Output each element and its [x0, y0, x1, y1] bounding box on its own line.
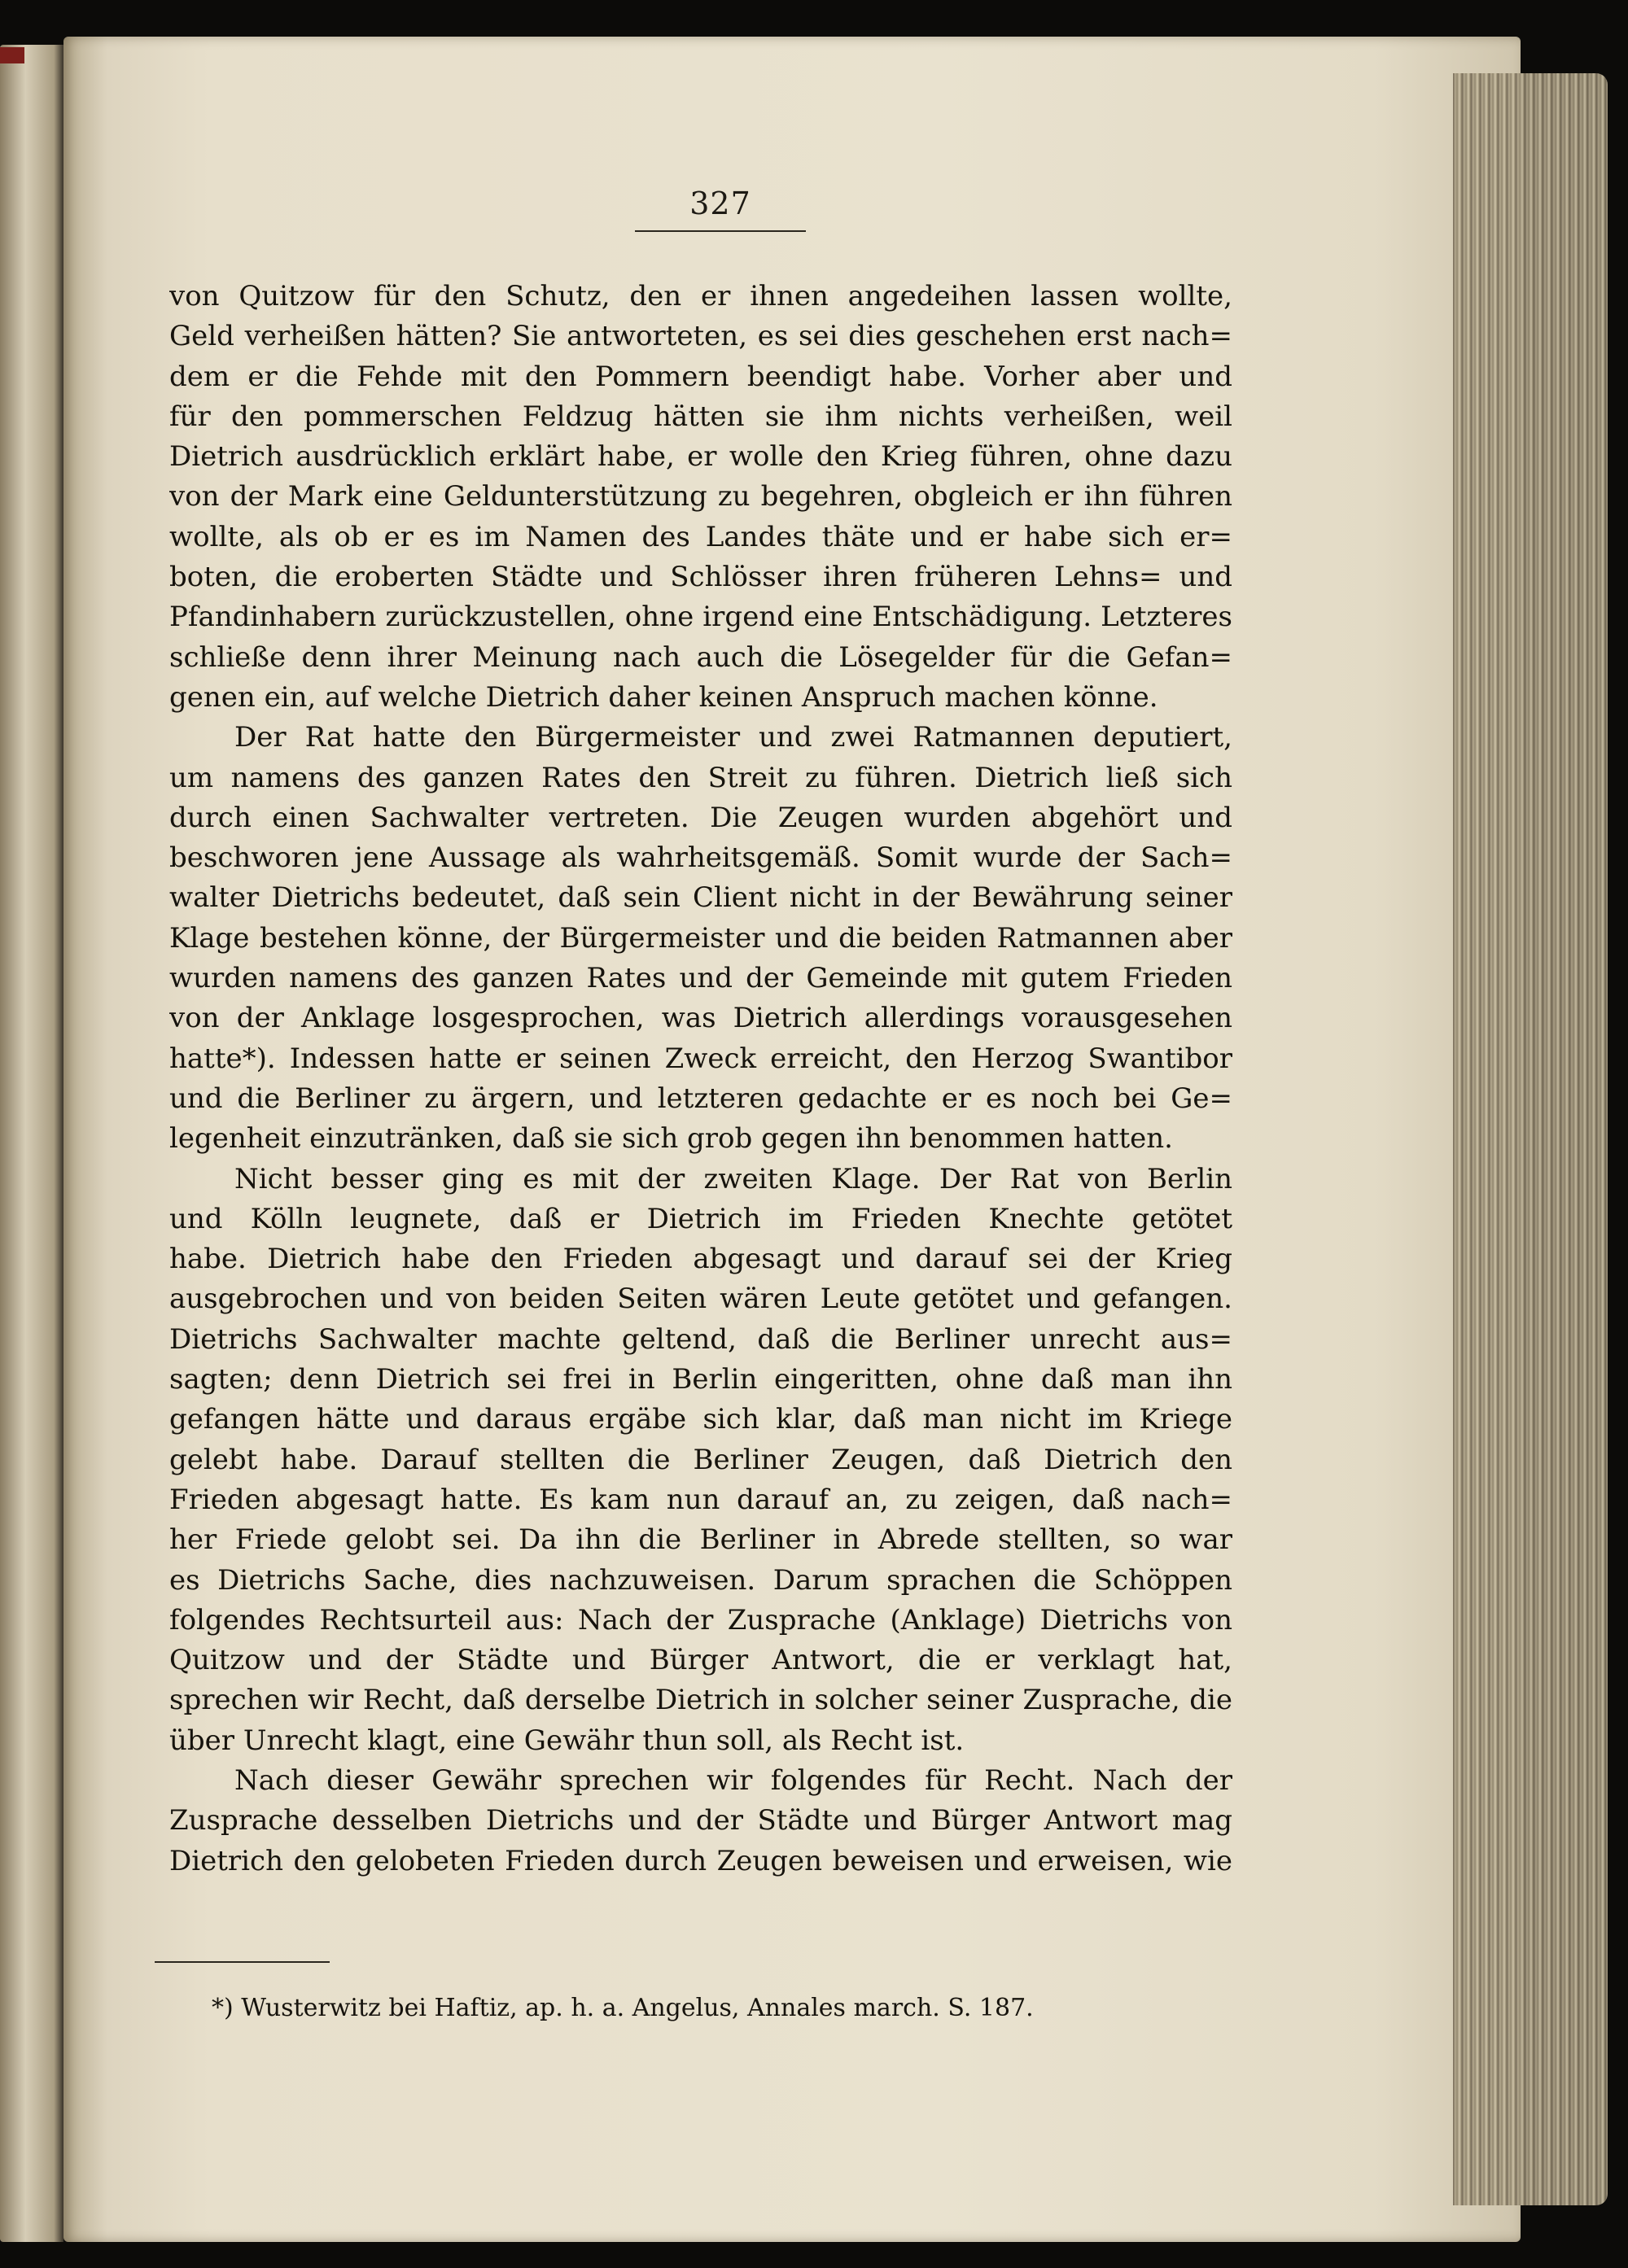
text-line: folgendes Rechtsurteil aus: Nach der Zusprache (Anklage) Dietrichs von	[169, 1603, 1232, 1637]
text-line: durch einen Sachwalter vertreten. Die Zeugen wurden abgehört und	[169, 801, 1232, 834]
text-line: her Friede gelobt sei. Da ihn die Berliner in Abrede stellten, so war	[169, 1523, 1232, 1557]
text-line: über Unrecht klagt, eine Gewähr thun soll, als Recht ist.	[169, 1724, 965, 1757]
text-line: legenheit einzutränken, daß sie sich grob gegen ihn benommen hatten.	[169, 1122, 1173, 1156]
adjacent-page-edge	[0, 45, 63, 2242]
footnote-rule	[155, 1961, 330, 1963]
text-line: wollte, als ob er es im Namen des Landes thäte und er habe sich er=	[169, 520, 1232, 553]
footnote: *) Wusterwitz bei Haftiz, ap. h. a. Angelus, Annales march. S. 187.	[212, 1994, 1034, 2022]
text-line: gefangen hätte und daraus ergäbe sich klar, daß man nicht im Kriege	[169, 1403, 1232, 1436]
text-line: Pfandinhabern zurückzustellen, ohne irgend eine Entschädigung. Letzteres	[169, 601, 1232, 634]
text-line: sprechen wir Recht, daß derselbe Dietrich in solcher seiner Zusprache, die	[169, 1684, 1232, 1717]
text-line: dem er die Fehde mit den Pommern beendigt habe. Vorher aber und	[169, 360, 1232, 393]
text-line: ausgebrochen und von beiden Seiten wären Leute getötet und gefangen.	[169, 1283, 1232, 1316]
text-line: sagten; denn Dietrich sei frei in Berlin eingeritten, ohne daß man ihn	[169, 1363, 1232, 1396]
text-line: Nicht besser ging es mit der zweiten Klage. Der Rat von Berlin	[234, 1162, 1232, 1195]
text-line: schließe denn ihrer Meinung nach auch die Lösegelder für die Gefan=	[169, 640, 1232, 674]
book-cover-edge	[0, 47, 24, 63]
text-line: Quitzow und der Städte und Bürger Antwort, die er verklagt hat,	[169, 1644, 1232, 1677]
text-line: Dietrichs Sachwalter machte geltend, daß die Berliner unrecht aus=	[169, 1322, 1232, 1356]
text-line: und Kölln leugnete, daß er Dietrich im Frieden Knechte getötet	[169, 1202, 1232, 1235]
text-line: Dietrich ausdrücklich erklärt habe, er wolle den Krieg führen, ohne dazu	[169, 440, 1232, 474]
body-text	[169, 277, 1232, 1881]
text-line: Geld verheißen hätten? Sie antworteten, es sei dies geschehen erst nach=	[169, 320, 1232, 353]
text-line: und die Berliner zu ärgern, und letzteren gedachte er es noch bei Ge=	[169, 1082, 1232, 1115]
text-line: habe. Dietrich habe den Frieden abgesagt und darauf sei der Krieg	[169, 1243, 1232, 1276]
page-stack-edges	[1453, 73, 1608, 2205]
text-line: hatte*). Indessen hatte er seinen Zweck erreicht, den Herzog Swantibor	[169, 1042, 1232, 1075]
text-line: Dietrich den gelobeten Frieden durch Zeugen beweisen und erweisen, wie	[169, 1844, 1232, 1877]
text-line: gelebt habe. Darauf stellten die Berliner Zeugen, daß Dietrich den	[169, 1443, 1232, 1476]
text-line: von der Anklage losgesprochen, was Dietrich allerdings vorausgesehen	[169, 1002, 1232, 1035]
text-line: genen ein, auf welche Dietrich daher keinen Anspruch machen könne.	[169, 680, 1158, 714]
text-line: Zusprache desselben Dietrichs und der Städte und Bürger Antwort mag	[169, 1804, 1232, 1838]
text-line: boten, die eroberten Städte und Schlösser ihren früheren Lehns= und	[169, 561, 1232, 594]
text-line: Der Rat hatte den Bürgermeister und zwei Ratmannen deputiert,	[234, 721, 1232, 754]
text-line: Frieden abgesagt hatte. Es kam nun darauf an, zu zeigen, daß nach=	[169, 1483, 1232, 1516]
page-number-rule	[635, 230, 806, 232]
text-line: um namens des ganzen Rates den Streit zu führen. Dietrich ließ sich	[169, 761, 1232, 794]
text-line: beschworen jene Aussage als wahrheitsgemäß. Somit wurde der Sach=	[169, 841, 1232, 875]
text-line: von der Mark eine Geldunterstützung zu begehren, obgleich er ihn führen	[169, 480, 1232, 513]
text-line: wurden namens des ganzen Rates und der Gemeinde mit gutem Frieden	[169, 962, 1232, 995]
text-line: Klage bestehen könne, der Bürgermeister und die beiden Ratmannen aber	[169, 921, 1232, 955]
page-number: 327	[689, 186, 751, 221]
text-line: walter Dietrichs bedeutet, daß sein Client nicht in der Bewährung seiner	[169, 881, 1232, 915]
text-line: Nach dieser Gewähr sprechen wir folgendes für Recht. Nach der	[234, 1763, 1232, 1797]
text-line: für den pommerschen Feldzug hätten sie ihm nichts verheißen, weil	[169, 400, 1232, 433]
text-line: von Quitzow für den Schutz, den er ihnen angedeihen lassen wollte,	[169, 280, 1232, 312]
text-line: es Dietrichs Sache, dies nachzuweisen. Darum sprachen die Schöppen	[169, 1563, 1232, 1597]
